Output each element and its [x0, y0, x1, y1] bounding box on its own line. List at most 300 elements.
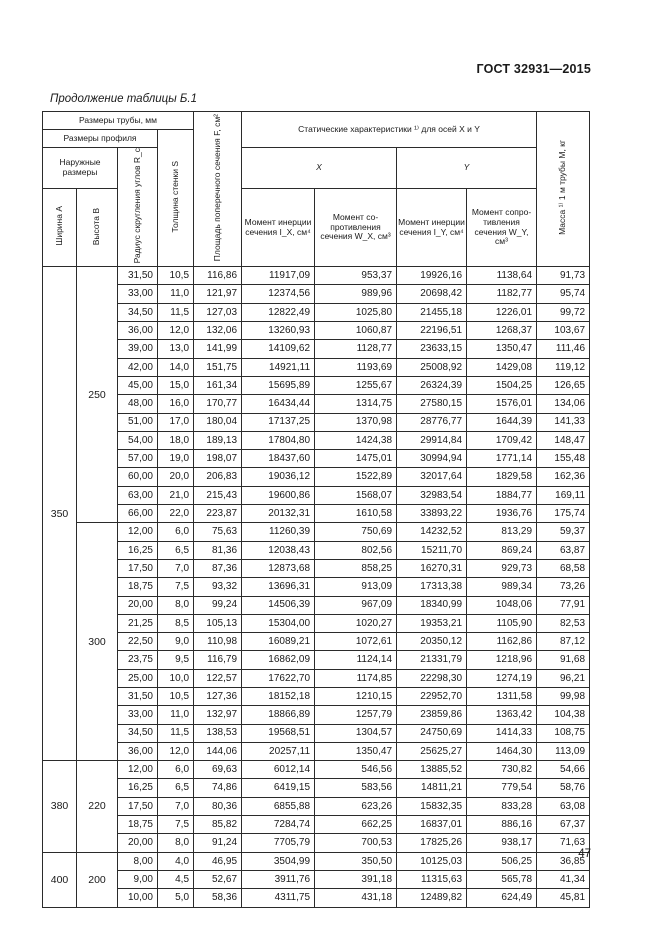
thickness-cell: 12,0 [158, 742, 194, 760]
resistance-y-cell: 1464,30 [467, 742, 537, 760]
area-cell: 151,75 [194, 358, 242, 376]
area-cell: 105,13 [194, 614, 242, 632]
inertia-y-cell: 19353,21 [397, 614, 467, 632]
radius-cell: 57,00 [118, 450, 158, 468]
document-code: ГОСТ 32931—2015 [476, 62, 591, 76]
inertia-y-cell: 33893,22 [397, 505, 467, 523]
inertia-x-cell: 14109,62 [242, 340, 315, 358]
header-corner-radius: Радиус скругления углов R_c [118, 148, 158, 267]
inertia-x-cell: 17804,80 [242, 431, 315, 449]
header-moment-inertia-x: Момент инерции сечения I_X, см⁴ [242, 189, 315, 267]
radius-cell: 42,00 [118, 358, 158, 376]
mass-cell: 73,26 [537, 578, 590, 596]
thickness-cell: 10,5 [158, 267, 194, 285]
inertia-y-cell: 16837,01 [397, 816, 467, 834]
header-tube-sizes: Размеры трубы, мм [43, 112, 194, 130]
radius-cell: 16,25 [118, 779, 158, 797]
mass-cell: 99,98 [537, 687, 590, 705]
table-row [43, 669, 590, 687]
resistance-y-cell: 1363,42 [467, 706, 537, 724]
inertia-x-cell: 12873,68 [242, 559, 315, 577]
resistance-y-cell: 869,24 [467, 541, 537, 559]
area-cell: 144,06 [194, 742, 242, 760]
resistance-y-cell: 1182,77 [467, 285, 537, 303]
inertia-y-cell: 23633,15 [397, 340, 467, 358]
height-cell: 250 [77, 267, 118, 523]
table-row [43, 797, 590, 815]
inertia-x-cell: 19036,12 [242, 468, 315, 486]
inertia-x-cell: 7284,74 [242, 816, 315, 834]
table-row [43, 358, 590, 376]
resistance-y-cell: 938,17 [467, 834, 537, 852]
area-cell: 121,97 [194, 285, 242, 303]
inertia-x-cell: 7705,79 [242, 834, 315, 852]
inertia-x-cell: 11260,39 [242, 523, 315, 541]
thickness-cell: 11,0 [158, 285, 194, 303]
mass-cell: 104,38 [537, 706, 590, 724]
radius-cell: 18,75 [118, 816, 158, 834]
mass-cell: 175,74 [537, 505, 590, 523]
inertia-x-cell: 18866,89 [242, 706, 315, 724]
inertia-y-cell: 22196,51 [397, 322, 467, 340]
inertia-x-cell: 19568,51 [242, 724, 315, 742]
thickness-cell: 18,0 [158, 431, 194, 449]
resistance-y-cell: 1771,14 [467, 450, 537, 468]
mass-cell: 134,06 [537, 395, 590, 413]
resistance-x-cell: 1025,80 [315, 303, 397, 321]
table-row [43, 779, 590, 797]
inertia-x-cell: 14506,39 [242, 596, 315, 614]
table-row [43, 651, 590, 669]
table-row [43, 706, 590, 724]
inertia-x-cell: 3911,76 [242, 870, 315, 888]
inertia-y-cell: 23859,86 [397, 706, 467, 724]
table-row [43, 413, 590, 431]
table-row [43, 596, 590, 614]
area-cell: 132,06 [194, 322, 242, 340]
resistance-x-cell: 1072,61 [315, 633, 397, 651]
mass-cell: 113,09 [537, 742, 590, 760]
area-cell: 93,32 [194, 578, 242, 596]
header-wall-thickness: Толщина стенки S [158, 130, 194, 267]
mass-cell: 54,66 [537, 761, 590, 779]
area-cell: 46,95 [194, 852, 242, 870]
table-row [43, 541, 590, 559]
resistance-x-cell: 1210,15 [315, 687, 397, 705]
radius-cell: 34,50 [118, 724, 158, 742]
table-row [43, 852, 590, 870]
area-cell: 138,53 [194, 724, 242, 742]
table-row [43, 395, 590, 413]
resistance-y-cell: 1105,90 [467, 614, 537, 632]
header-moment-resistance-y: Момент сопро-тивления сечения W_Y, см³ [467, 189, 537, 267]
resistance-x-cell: 1060,87 [315, 322, 397, 340]
area-cell: 189,13 [194, 431, 242, 449]
table-row [43, 761, 590, 779]
mass-cell: 63,87 [537, 541, 590, 559]
inertia-x-cell: 18437,60 [242, 450, 315, 468]
header-moment-resistance-x: Момент со-противления сечения W_X, см³ [315, 189, 397, 267]
inertia-y-cell: 32017,64 [397, 468, 467, 486]
mass-cell: 111,46 [537, 340, 590, 358]
thickness-cell: 16,0 [158, 395, 194, 413]
resistance-x-cell: 858,25 [315, 559, 397, 577]
resistance-x-cell: 1475,01 [315, 450, 397, 468]
radius-cell: 16,25 [118, 541, 158, 559]
resistance-y-cell: 506,25 [467, 852, 537, 870]
header-outer-sizes: Наружные размеры [43, 148, 118, 189]
table-row [43, 322, 590, 340]
table-row [43, 450, 590, 468]
inertia-y-cell: 14232,52 [397, 523, 467, 541]
thickness-cell: 7,0 [158, 559, 194, 577]
inertia-x-cell: 16089,21 [242, 633, 315, 651]
area-cell: 81,36 [194, 541, 242, 559]
radius-cell: 17,50 [118, 797, 158, 815]
resistance-x-cell: 1255,67 [315, 376, 397, 394]
inertia-x-cell: 6419,15 [242, 779, 315, 797]
thickness-cell: 20,0 [158, 468, 194, 486]
resistance-y-cell: 989,34 [467, 578, 537, 596]
table-row [43, 267, 590, 285]
inertia-y-cell: 30994,94 [397, 450, 467, 468]
area-cell: 180,04 [194, 413, 242, 431]
mass-cell: 41,34 [537, 870, 590, 888]
resistance-y-cell: 1350,47 [467, 340, 537, 358]
area-cell: 161,34 [194, 376, 242, 394]
radius-cell: 51,00 [118, 413, 158, 431]
radius-cell: 63,00 [118, 486, 158, 504]
radius-cell: 34,50 [118, 303, 158, 321]
header-cross-section-area: Площадь поперечного сечения F, см² [194, 112, 242, 267]
table-caption: Продолжение таблицы Б.1 [50, 93, 197, 105]
radius-cell: 9,00 [118, 870, 158, 888]
table-row [43, 431, 590, 449]
inertia-x-cell: 20132,31 [242, 505, 315, 523]
thickness-cell: 9,5 [158, 651, 194, 669]
inertia-y-cell: 24750,69 [397, 724, 467, 742]
resistance-y-cell: 1884,77 [467, 486, 537, 504]
resistance-x-cell: 1193,69 [315, 358, 397, 376]
thickness-cell: 7,5 [158, 578, 194, 596]
table-row [43, 889, 590, 907]
radius-cell: 20,00 [118, 834, 158, 852]
mass-cell: 82,53 [537, 614, 590, 632]
mass-cell: 58,76 [537, 779, 590, 797]
resistance-x-cell: 1568,07 [315, 486, 397, 504]
area-cell: 127,36 [194, 687, 242, 705]
inertia-x-cell: 15304,00 [242, 614, 315, 632]
thickness-cell: 7,5 [158, 816, 194, 834]
mass-cell: 148,47 [537, 431, 590, 449]
mass-cell: 155,48 [537, 450, 590, 468]
resistance-y-cell: 624,49 [467, 889, 537, 907]
mass-cell: 91,68 [537, 651, 590, 669]
thickness-cell: 11,5 [158, 724, 194, 742]
resistance-y-cell: 813,29 [467, 523, 537, 541]
resistance-y-cell: 1576,01 [467, 395, 537, 413]
radius-cell: 8,00 [118, 852, 158, 870]
radius-cell: 36,00 [118, 742, 158, 760]
inertia-y-cell: 17825,26 [397, 834, 467, 852]
table-row [43, 816, 590, 834]
resistance-y-cell: 1226,01 [467, 303, 537, 321]
thickness-cell: 8,5 [158, 614, 194, 632]
radius-cell: 54,00 [118, 431, 158, 449]
area-cell: 110,98 [194, 633, 242, 651]
resistance-y-cell: 1936,76 [467, 505, 537, 523]
resistance-x-cell: 1124,14 [315, 651, 397, 669]
thickness-cell: 8,0 [158, 834, 194, 852]
thickness-cell: 15,0 [158, 376, 194, 394]
thickness-cell: 22,0 [158, 505, 194, 523]
area-cell: 74,86 [194, 779, 242, 797]
resistance-y-cell: 1162,86 [467, 633, 537, 651]
area-cell: 127,03 [194, 303, 242, 321]
thickness-cell: 10,5 [158, 687, 194, 705]
width-cell: 380 [43, 761, 77, 852]
inertia-y-cell: 16270,31 [397, 559, 467, 577]
table-row [43, 285, 590, 303]
thickness-cell: 21,0 [158, 486, 194, 504]
radius-cell: 12,00 [118, 523, 158, 541]
area-cell: 206,83 [194, 468, 242, 486]
radius-cell: 22,50 [118, 633, 158, 651]
resistance-x-cell: 1522,89 [315, 468, 397, 486]
height-cell: 220 [77, 761, 118, 852]
area-cell: 85,82 [194, 816, 242, 834]
thickness-cell: 19,0 [158, 450, 194, 468]
area-cell: 75,63 [194, 523, 242, 541]
radius-cell: 33,00 [118, 706, 158, 724]
inertia-x-cell: 18152,18 [242, 687, 315, 705]
radius-cell: 10,00 [118, 889, 158, 907]
area-cell: 99,24 [194, 596, 242, 614]
table-row [43, 578, 590, 596]
table-row [43, 614, 590, 632]
inertia-y-cell: 32983,54 [397, 486, 467, 504]
inertia-y-cell: 26324,39 [397, 376, 467, 394]
radius-cell: 25,00 [118, 669, 158, 687]
inertia-y-cell: 21331,79 [397, 651, 467, 669]
table-row [43, 376, 590, 394]
radius-cell: 33,00 [118, 285, 158, 303]
header-profile-sizes: Размеры профиля [43, 130, 158, 148]
resistance-x-cell: 431,18 [315, 889, 397, 907]
inertia-y-cell: 25625,27 [397, 742, 467, 760]
radius-cell: 21,25 [118, 614, 158, 632]
resistance-x-cell: 967,09 [315, 596, 397, 614]
thickness-cell: 9,0 [158, 633, 194, 651]
resistance-y-cell: 565,78 [467, 870, 537, 888]
mass-cell: 169,11 [537, 486, 590, 504]
radius-cell: 31,50 [118, 267, 158, 285]
inertia-y-cell: 12489,82 [397, 889, 467, 907]
resistance-y-cell: 929,73 [467, 559, 537, 577]
inertia-x-cell: 11917,09 [242, 267, 315, 285]
inertia-y-cell: 20350,12 [397, 633, 467, 651]
radius-cell: 60,00 [118, 468, 158, 486]
radius-cell: 39,00 [118, 340, 158, 358]
inertia-x-cell: 14921,11 [242, 358, 315, 376]
inertia-x-cell: 17137,25 [242, 413, 315, 431]
header-height-b: Высота B [77, 189, 118, 267]
resistance-y-cell: 1504,25 [467, 376, 537, 394]
table-body [43, 267, 590, 907]
table-row [43, 303, 590, 321]
mass-cell: 141,33 [537, 413, 590, 431]
thickness-cell: 11,5 [158, 303, 194, 321]
inertia-y-cell: 14811,21 [397, 779, 467, 797]
table-row [43, 486, 590, 504]
thickness-cell: 6,5 [158, 541, 194, 559]
resistance-x-cell: 1424,38 [315, 431, 397, 449]
inertia-y-cell: 22952,70 [397, 687, 467, 705]
table-row [43, 559, 590, 577]
header-static-characteristics: Статические характеристики ¹⁾ для осей X и Y [242, 112, 537, 148]
thickness-cell: 14,0 [158, 358, 194, 376]
resistance-x-cell: 802,56 [315, 541, 397, 559]
resistance-x-cell: 1610,58 [315, 505, 397, 523]
resistance-x-cell: 1128,77 [315, 340, 397, 358]
resistance-x-cell: 662,25 [315, 816, 397, 834]
resistance-x-cell: 1020,27 [315, 614, 397, 632]
thickness-cell: 4,5 [158, 870, 194, 888]
table-row [43, 340, 590, 358]
table-row [43, 834, 590, 852]
thickness-cell: 8,0 [158, 596, 194, 614]
area-cell: 80,36 [194, 797, 242, 815]
thickness-cell: 6,0 [158, 523, 194, 541]
table-row [43, 687, 590, 705]
mass-cell: 77,91 [537, 596, 590, 614]
resistance-x-cell: 750,69 [315, 523, 397, 541]
inertia-x-cell: 13260,93 [242, 322, 315, 340]
inertia-x-cell: 3504,99 [242, 852, 315, 870]
radius-cell: 12,00 [118, 761, 158, 779]
resistance-y-cell: 1268,37 [467, 322, 537, 340]
resistance-y-cell: 1311,58 [467, 687, 537, 705]
area-cell: 215,43 [194, 486, 242, 504]
table-row [43, 468, 590, 486]
header-axis-y: Y [397, 148, 537, 189]
area-cell: 87,36 [194, 559, 242, 577]
inertia-y-cell: 21455,18 [397, 303, 467, 321]
resistance-x-cell: 1174,85 [315, 669, 397, 687]
thickness-cell: 13,0 [158, 340, 194, 358]
area-cell: 116,79 [194, 651, 242, 669]
inertia-x-cell: 16434,44 [242, 395, 315, 413]
area-cell: 58,36 [194, 889, 242, 907]
width-cell: 400 [43, 852, 77, 907]
mass-cell: 126,65 [537, 376, 590, 394]
inertia-y-cell: 10125,03 [397, 852, 467, 870]
thickness-cell: 10,0 [158, 669, 194, 687]
area-cell: 141,99 [194, 340, 242, 358]
inertia-y-cell: 27580,15 [397, 395, 467, 413]
inertia-y-cell: 15211,70 [397, 541, 467, 559]
header-moment-inertia-y: Момент инерции сечения I_Y, см⁴ [397, 189, 467, 267]
mass-cell: 71,63 [537, 834, 590, 852]
resistance-x-cell: 989,96 [315, 285, 397, 303]
resistance-y-cell: 1414,33 [467, 724, 537, 742]
mass-cell: 63,08 [537, 797, 590, 815]
inertia-y-cell: 17313,38 [397, 578, 467, 596]
inertia-y-cell: 22298,30 [397, 669, 467, 687]
resistance-y-cell: 1138,64 [467, 267, 537, 285]
width-cell: 350 [43, 267, 77, 761]
resistance-y-cell: 1218,96 [467, 651, 537, 669]
mass-cell: 91,73 [537, 267, 590, 285]
resistance-x-cell: 1370,98 [315, 413, 397, 431]
resistance-y-cell: 1429,08 [467, 358, 537, 376]
area-cell: 132,97 [194, 706, 242, 724]
table-row [43, 505, 590, 523]
resistance-x-cell: 546,56 [315, 761, 397, 779]
area-cell: 52,67 [194, 870, 242, 888]
resistance-y-cell: 1829,58 [467, 468, 537, 486]
mass-cell: 108,75 [537, 724, 590, 742]
inertia-y-cell: 11315,63 [397, 870, 467, 888]
table-row [43, 870, 590, 888]
header-axis-x: X [242, 148, 397, 189]
inertia-y-cell: 29914,84 [397, 431, 467, 449]
inertia-x-cell: 6012,14 [242, 761, 315, 779]
resistance-y-cell: 886,16 [467, 816, 537, 834]
resistance-x-cell: 1257,79 [315, 706, 397, 724]
radius-cell: 45,00 [118, 376, 158, 394]
radius-cell: 17,50 [118, 559, 158, 577]
mass-cell: 103,67 [537, 322, 590, 340]
inertia-x-cell: 17622,70 [242, 669, 315, 687]
inertia-x-cell: 20257,11 [242, 742, 315, 760]
inertia-x-cell: 12822,49 [242, 303, 315, 321]
mass-cell: 119,12 [537, 358, 590, 376]
area-cell: 122,57 [194, 669, 242, 687]
radius-cell: 31,50 [118, 687, 158, 705]
area-cell: 198,07 [194, 450, 242, 468]
resistance-x-cell: 1314,75 [315, 395, 397, 413]
inertia-x-cell: 13696,31 [242, 578, 315, 596]
area-cell: 69,63 [194, 761, 242, 779]
thickness-cell: 6,0 [158, 761, 194, 779]
section-properties-table [42, 111, 590, 908]
mass-cell: 99,72 [537, 303, 590, 321]
inertia-y-cell: 19926,16 [397, 267, 467, 285]
radius-cell: 18,75 [118, 578, 158, 596]
area-cell: 170,77 [194, 395, 242, 413]
inertia-y-cell: 28776,77 [397, 413, 467, 431]
inertia-x-cell: 12038,43 [242, 541, 315, 559]
thickness-cell: 12,0 [158, 322, 194, 340]
thickness-cell: 7,0 [158, 797, 194, 815]
radius-cell: 23,75 [118, 651, 158, 669]
resistance-x-cell: 350,50 [315, 852, 397, 870]
inertia-x-cell: 15695,89 [242, 376, 315, 394]
resistance-x-cell: 623,26 [315, 797, 397, 815]
resistance-x-cell: 583,56 [315, 779, 397, 797]
inertia-y-cell: 13885,52 [397, 761, 467, 779]
thickness-cell: 5,0 [158, 889, 194, 907]
mass-cell: 162,36 [537, 468, 590, 486]
mass-cell: 36,85 [537, 852, 590, 870]
table-row [43, 724, 590, 742]
inertia-x-cell: 16862,09 [242, 651, 315, 669]
height-cell: 300 [77, 523, 118, 761]
inertia-x-cell: 6855,88 [242, 797, 315, 815]
mass-cell: 68,58 [537, 559, 590, 577]
resistance-x-cell: 1350,47 [315, 742, 397, 760]
